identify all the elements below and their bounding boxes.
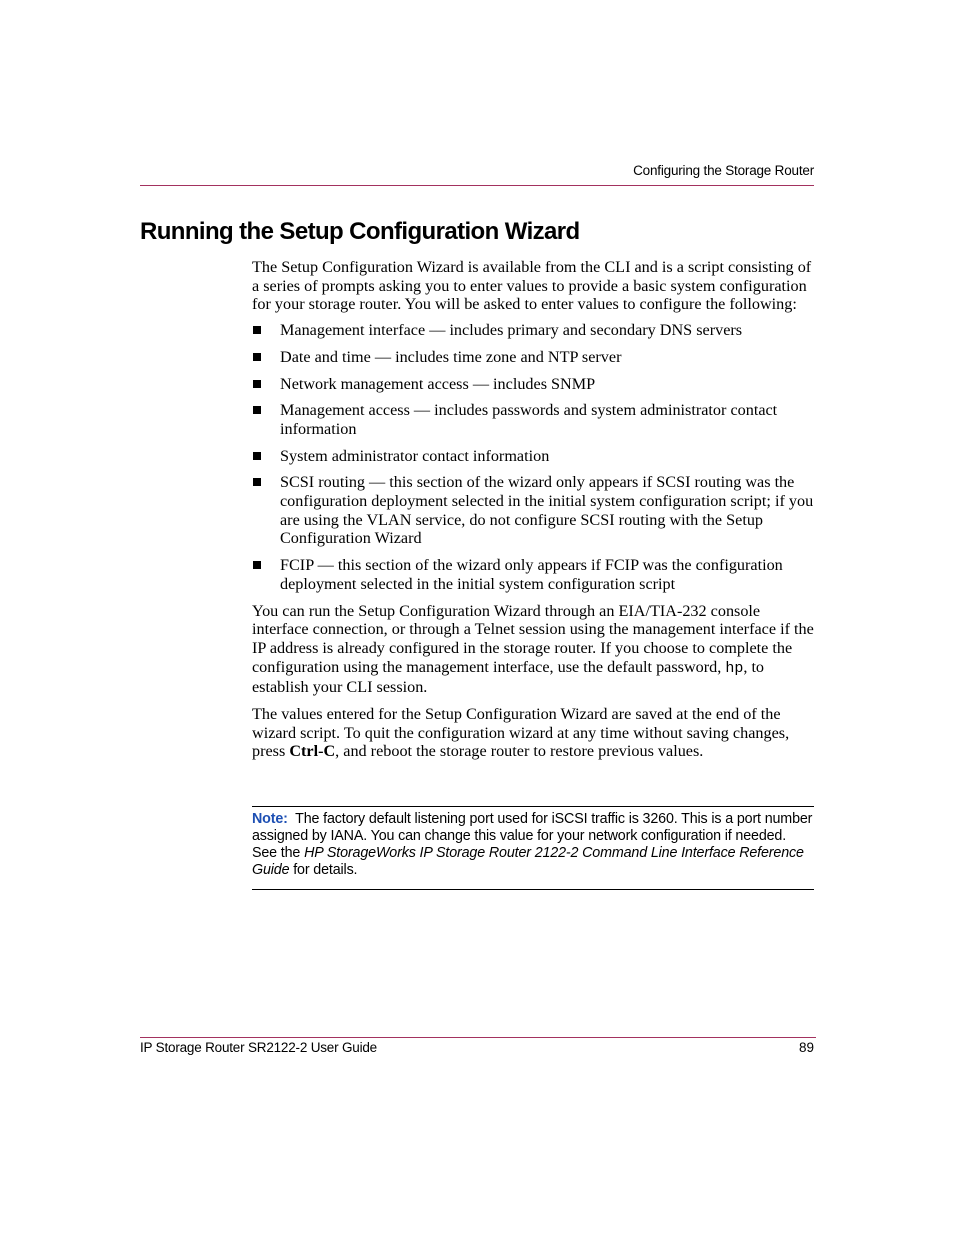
note-text-end: for details. [289, 862, 358, 878]
reference-guide-title: HP StorageWorks IP Storage Router 2122-2 Command Line Interface Reference Guide [252, 845, 804, 878]
square-bullet-icon [253, 353, 261, 361]
note-text: The factory default listening port used for iSCSI traffic is 3260. This is a port number assigned by IANA. You can change this value for your network configuration if needed. See the [252, 811, 813, 861]
list-item [252, 473, 814, 548]
square-bullet-icon [253, 406, 261, 414]
square-bullet-icon [253, 326, 261, 334]
list-item-text: Network management access — includes SNMP [280, 374, 596, 393]
list-item-text: Management interface — includes primary and secondary DNS servers [280, 321, 743, 340]
footer-doc-title: IP Storage Router SR2122-2 User Guide [140, 1040, 377, 1055]
console-paragraph-text-end: , to establish your CLI session. [252, 657, 765, 697]
list-item [252, 556, 814, 593]
console-paragraph-text: You can run the Setup Configuration Wizard through an EIA/TIA-232 console interface connection, or through a Telnet session using the management interface if the IP address is already configured in the storage router. If you choose to complete the configuration using the management interface, use the default password, [252, 601, 814, 676]
console-paragraph [252, 602, 814, 698]
page-number: 89 [798, 1040, 814, 1055]
configuration-list [252, 321, 814, 593]
intro-paragraph: The Setup Configuration Wizard is available from the CLI and is a script consisting of a series of prompts asking you to enter values to provide a basic system configuration for your storage router. You will be asked to enter values to configure the following: [252, 258, 812, 314]
square-bullet-icon [253, 561, 261, 569]
square-bullet-icon [253, 452, 261, 460]
list-item [252, 375, 814, 394]
running-header: Configuring the Storage Router [633, 163, 814, 178]
list-item-text: FCIP — this section of the wizard only appears if FCIP was the configuration deployment selected in the initial system configuration script [280, 556, 783, 593]
save-paragraph [252, 705, 814, 761]
list-item [252, 401, 814, 438]
list-item-text: System administrator contact information [280, 446, 550, 465]
body-text [252, 258, 814, 761]
square-bullet-icon [253, 380, 261, 388]
list-item [252, 321, 814, 340]
note-label: Note: [252, 811, 288, 827]
ctrl-c-key: Ctrl-C [289, 742, 336, 761]
list-item [252, 447, 814, 466]
square-bullet-icon [253, 478, 261, 486]
header-rule [140, 185, 814, 186]
section-title: Running the Setup Configuration Wizard [140, 218, 580, 245]
note-box [252, 806, 814, 890]
list-item-text: Date and time — includes time zone and NTP server [280, 347, 622, 366]
save-paragraph-text-end: , and reboot the storage router to restore previous values. [335, 742, 704, 761]
list-item [252, 348, 814, 367]
list-item-text: Management access — includes passwords and system administrator contact information [280, 401, 778, 438]
default-password-code: hp [725, 659, 744, 677]
list-item-text: SCSI routing — this section of the wizard only appears if SCSI routing was the configuration deployment selected in the initial system configuration script; if you are using the VLAN service, do not configure SCSI routing with the Setup Configuration Wizard [280, 473, 814, 548]
footer-rule [140, 1037, 816, 1038]
save-paragraph-text: The values entered for the Setup Configuration Wizard are saved at the end of the wizard script. To quit the configuration wizard at any time without saving changes, press [252, 705, 790, 761]
